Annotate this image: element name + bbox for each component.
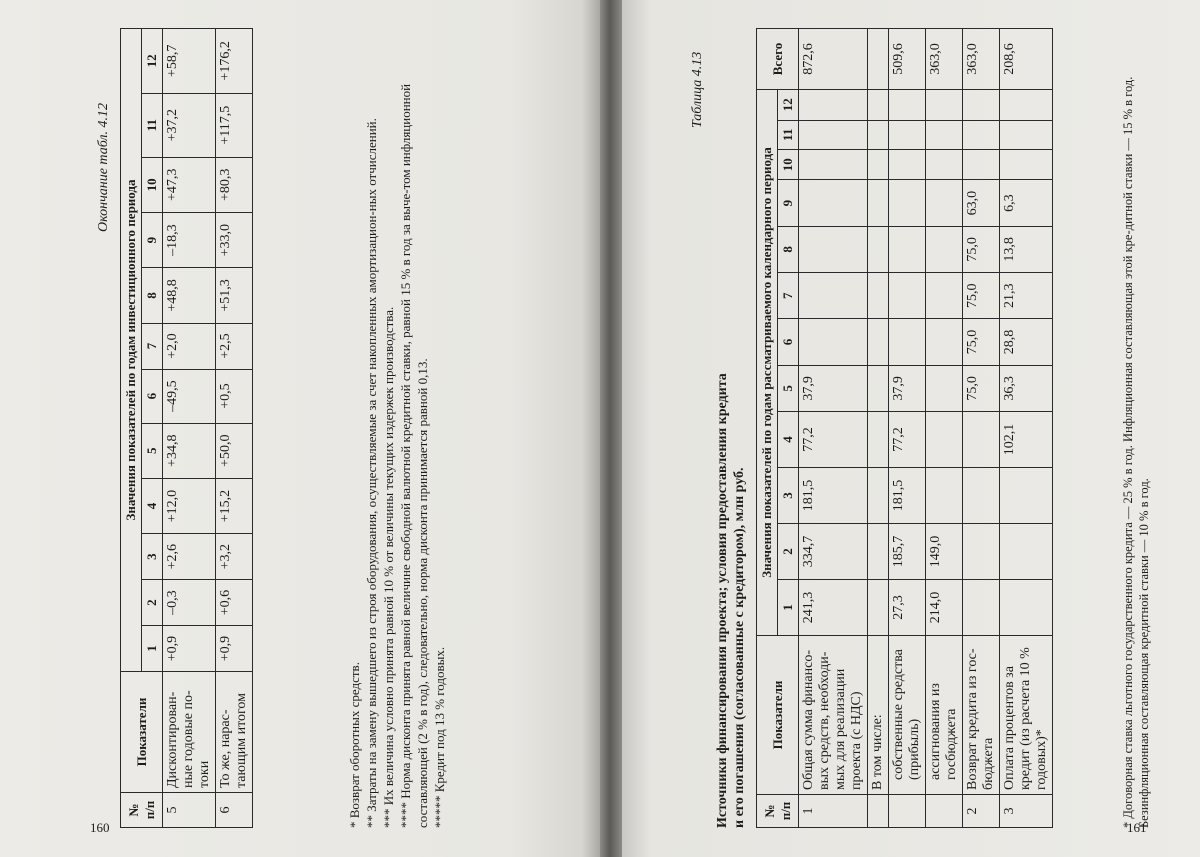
left-page-rotated-content — [88, 28, 518, 828]
table-row — [216, 29, 253, 828]
cell-value — [926, 468, 963, 524]
header-num: № п/п — [757, 795, 799, 828]
table-4-13-title-line1: Источники финансирования проекта; условия предоставления кредита — [715, 373, 730, 828]
cell-value — [799, 90, 868, 121]
note-line: ***** Кредит под 13 % годовых. — [432, 646, 447, 828]
cell-value — [926, 319, 963, 365]
cell-value: +2,0 — [163, 323, 216, 369]
cell-value — [799, 273, 868, 319]
table-4-13-footnote: * Договорная ставка льготного государственного кредита — 25 % в год. Инфляционная составляющая этой кре-дитной ставки — 15 % в год. Безинфляционная составляющая кредитной ставки — 10 % в год. — [1121, 76, 1151, 828]
cell-value: +0,9 — [163, 626, 216, 672]
header-year: 10 — [778, 150, 799, 180]
cell-value — [1000, 120, 1053, 149]
note-line: **** Норма дисконта принята равной величине свободной валютной кредитной ставки, равной 15 % в год за выче-том инфляционной составляющей (2 % в год), следовательно, норма дисконта принимается равной 0,13. — [398, 83, 430, 828]
header-period: Значения показателей по годам инвестиционного периода — [121, 29, 142, 672]
header-total: Всего — [757, 29, 799, 90]
cell-value: 6,3 — [1000, 180, 1053, 226]
cell-total: 363,0 — [963, 29, 1000, 90]
row-label: Оплата процентов за кредит (из расчета 10 % годовых)* — [1000, 636, 1053, 795]
cell-value: +117,5 — [216, 93, 253, 157]
cell-value — [868, 180, 889, 226]
header-year: 7 — [778, 273, 799, 319]
table-row — [889, 29, 926, 828]
header-indicators: Показатели — [121, 672, 163, 793]
cell-total — [868, 29, 889, 90]
cell-value: +12,0 — [163, 478, 216, 533]
cell-value — [889, 180, 926, 226]
cell-value: +34,8 — [163, 423, 216, 478]
cell-value — [963, 524, 1000, 580]
header-year: 6 — [778, 319, 799, 365]
cell-value: 21,3 — [1000, 273, 1053, 319]
cell-value — [868, 226, 889, 272]
header-year: 11 — [142, 93, 163, 157]
cell-value: +3,2 — [216, 534, 253, 580]
cell-value: 214,0 — [926, 580, 963, 636]
header-year: 11 — [778, 120, 799, 149]
cell-value — [926, 365, 963, 411]
cell-value: +33,0 — [216, 212, 253, 267]
cell-total: 208,6 — [1000, 29, 1053, 90]
cell-value — [799, 226, 868, 272]
cell-value — [926, 226, 963, 272]
cell-value: 102,1 — [1000, 412, 1053, 468]
note-line: ** Затраты на замену вышедшего из строя оборудования, осуществляемые за счет накопленных амортизацион-ных отчислений. — [364, 118, 379, 828]
cell-value: 75,0 — [963, 226, 1000, 272]
header-period: Значения показателей по годам рассматриваемого календарного периода — [757, 90, 778, 636]
cell-value: +15,2 — [216, 478, 253, 533]
cell-value — [868, 273, 889, 319]
header-year: 3 — [142, 534, 163, 580]
cell-value: 75,0 — [963, 319, 1000, 365]
row-num — [926, 795, 963, 828]
cell-value — [868, 150, 889, 180]
cell-value: 75,0 — [963, 273, 1000, 319]
header-year: 12 — [142, 29, 163, 94]
table-4-13 — [756, 28, 1053, 828]
cell-value — [799, 150, 868, 180]
cell-value: 241,3 — [799, 580, 868, 636]
book-gutter — [600, 0, 622, 857]
header-num: № п/п — [121, 793, 163, 828]
cell-value: 75,0 — [963, 365, 1000, 411]
cell-value: +37,2 — [163, 93, 216, 157]
header-year: 5 — [778, 365, 799, 411]
cell-value: +0,6 — [216, 580, 253, 626]
header-year: 4 — [142, 478, 163, 533]
cell-value: 181,5 — [889, 468, 926, 524]
cell-value — [889, 90, 926, 121]
table-row — [963, 29, 1000, 828]
cell-total: 509,6 — [889, 29, 926, 90]
header-year: 7 — [142, 323, 163, 369]
row-num: 5 — [163, 793, 216, 828]
cell-value — [868, 524, 889, 580]
cell-value — [868, 412, 889, 468]
cell-value — [963, 90, 1000, 121]
row-num: 1 — [799, 795, 868, 828]
cell-value — [963, 120, 1000, 149]
cell-value — [868, 90, 889, 121]
header-year: 10 — [142, 157, 163, 212]
table-row — [799, 29, 868, 828]
page-number-left: 160 — [90, 820, 110, 835]
header-year: 2 — [778, 524, 799, 580]
row-label: собственные средства (прибыль) — [889, 636, 926, 795]
row-label: Общая сумма финансо-вых средств, необходи-мых для реализации проекта (с НДС) — [799, 636, 868, 795]
cell-value — [889, 120, 926, 149]
cell-value: +0,9 — [216, 626, 253, 672]
header-indicators: Показатели — [757, 636, 799, 795]
cell-value: –0,3 — [163, 580, 216, 626]
header-year: 8 — [778, 226, 799, 272]
cell-value — [868, 365, 889, 411]
cell-value — [926, 412, 963, 468]
cell-value — [963, 580, 1000, 636]
cell-value: +80,3 — [216, 157, 253, 212]
cell-value — [889, 150, 926, 180]
header-year: 1 — [778, 580, 799, 636]
cell-value — [1000, 468, 1053, 524]
cell-value: 28,8 — [1000, 319, 1053, 365]
cell-value: –18,3 — [163, 212, 216, 267]
row-label: В том числе: — [868, 636, 889, 795]
row-label: То же, нарас-тающим итогом — [216, 672, 253, 793]
cell-value: +50,0 — [216, 423, 253, 478]
table-row — [1000, 29, 1053, 828]
cell-value — [799, 120, 868, 149]
table-4-12-caption: Окончание табл. 4.12 — [96, 103, 111, 232]
header-year: 8 — [142, 268, 163, 323]
cell-value: +176,2 — [216, 29, 253, 94]
page-number-right: 161 — [1127, 820, 1147, 835]
cell-value — [1000, 580, 1053, 636]
cell-value: 185,7 — [889, 524, 926, 580]
header-year: 2 — [142, 580, 163, 626]
table-4-13-title — [714, 28, 748, 828]
cell-value: 149,0 — [926, 524, 963, 580]
cell-value: +58,7 — [163, 29, 216, 94]
cell-value — [963, 412, 1000, 468]
header-year: 6 — [142, 369, 163, 423]
row-num — [868, 795, 889, 828]
cell-total: 363,0 — [926, 29, 963, 90]
cell-value: 334,7 — [799, 524, 868, 580]
cell-value: 77,2 — [889, 412, 926, 468]
cell-value: 13,8 — [1000, 226, 1053, 272]
row-label: ассигнования из госбюджета — [926, 636, 963, 795]
cell-value — [889, 273, 926, 319]
cell-value: 37,9 — [889, 365, 926, 411]
table-4-12-notes — [346, 28, 448, 828]
row-num — [889, 795, 926, 828]
cell-value — [1000, 524, 1053, 580]
table-4-13-caption: Таблица 4.13 — [690, 51, 705, 128]
table-row — [163, 29, 216, 828]
cell-value: 36,3 — [1000, 365, 1053, 411]
cell-value: +51,3 — [216, 268, 253, 323]
row-label: Возврат кредита из гос-бюджета — [963, 636, 1000, 795]
cell-value: 37,9 — [799, 365, 868, 411]
cell-value — [963, 150, 1000, 180]
table-row — [868, 29, 889, 828]
header-year: 3 — [778, 468, 799, 524]
cell-value — [963, 468, 1000, 524]
cell-value — [868, 468, 889, 524]
right-page-rotated-content — [690, 28, 1155, 828]
header-year: 9 — [778, 180, 799, 226]
table-4-12 — [120, 28, 253, 828]
table-row — [926, 29, 963, 828]
cell-value: +47,3 — [163, 157, 216, 212]
cell-value — [1000, 90, 1053, 121]
header-year: 12 — [778, 90, 799, 121]
cell-value — [926, 273, 963, 319]
cell-value — [799, 180, 868, 226]
cell-value — [868, 580, 889, 636]
header-year: 4 — [778, 412, 799, 468]
row-num: 2 — [963, 795, 1000, 828]
note-line: *** Их величина условно принята равной 10 % от величины текущих издержек производства. — [381, 306, 396, 828]
cell-value — [1000, 150, 1053, 180]
note-line: * Возврат оборотных средств. — [347, 662, 362, 828]
cell-value: +2,5 — [216, 323, 253, 369]
cell-value: +48,8 — [163, 268, 216, 323]
cell-total: 872,6 — [799, 29, 868, 90]
cell-value — [868, 319, 889, 365]
cell-value — [868, 120, 889, 149]
cell-value: –49,5 — [163, 369, 216, 423]
cell-value: 63,0 — [963, 180, 1000, 226]
header-year: 5 — [142, 423, 163, 478]
cell-value — [799, 319, 868, 365]
cell-value — [926, 90, 963, 121]
cell-value — [926, 120, 963, 149]
row-num: 3 — [1000, 795, 1053, 828]
header-year: 9 — [142, 212, 163, 267]
cell-value — [926, 180, 963, 226]
cell-value: 27,3 — [889, 580, 926, 636]
cell-value — [926, 150, 963, 180]
table-4-13-title-line2: и его погашения (согласованные с кредитором), млн руб. — [732, 467, 747, 828]
row-label: Дисконтирован-ные годовые по-токи — [163, 672, 216, 793]
header-year: 1 — [142, 626, 163, 672]
cell-value: +0,5 — [216, 369, 253, 423]
row-num: 6 — [216, 793, 253, 828]
cell-value: 77,2 — [799, 412, 868, 468]
cell-value — [889, 226, 926, 272]
cell-value — [889, 319, 926, 365]
cell-value: 181,5 — [799, 468, 868, 524]
cell-value: +2,6 — [163, 534, 216, 580]
